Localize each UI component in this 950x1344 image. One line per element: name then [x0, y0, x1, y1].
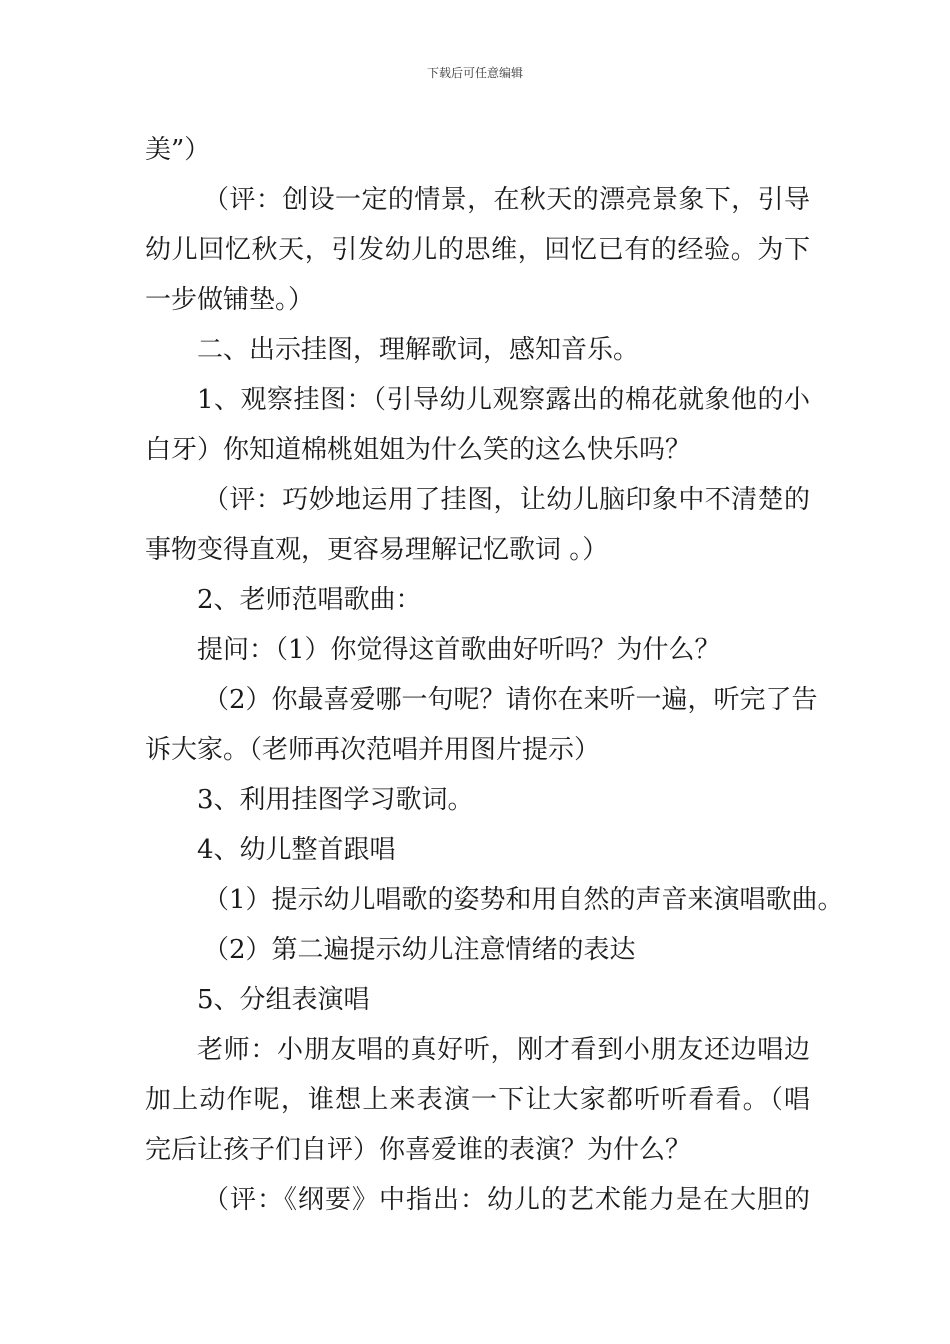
text-line: 2、老师范唱歌曲： [197, 585, 422, 615]
text-line: 加上动作呢，谁想上来表演一下让大家都听听看看。（唱 [145, 1085, 810, 1115]
text-line: 提问：（1）你觉得这首歌曲好听吗？为什么？ [197, 635, 721, 665]
text-line: （1）提示幼儿唱歌的姿势和用自然的声音来演唱歌曲。 [203, 885, 844, 915]
text-line: 幼儿回忆秋天，引发幼儿的思维，回忆已有的经验。为下 [145, 235, 810, 265]
text-line: 4、幼儿整首跟唱 [197, 835, 396, 865]
text-line: 白牙）你知道棉桃姐姐为什么笑的这么快乐吗？ [145, 435, 692, 465]
document-body [145, 125, 844, 1225]
text-line: （2）你最喜爱哪一句呢？请你在来听一遍，听完了告 [203, 685, 818, 715]
page-header: 下载后可任意编辑 [426, 66, 523, 80]
text-line: 1、观察挂图：（引导幼儿观察露出的棉花就象他的小 [197, 385, 810, 415]
text-line: 美”） [145, 135, 211, 165]
text-line: （评：创设一定的情景，在秋天的漂亮景象下，引导 [203, 185, 810, 215]
text-line: 完后让孩子们自评）你喜爱谁的表演？为什么？ [145, 1135, 692, 1165]
text-line: 3、利用挂图学习歌词。 [197, 785, 474, 815]
text-line: 老师：小朋友唱的真好听，刚才看到小朋友还边唱边 [197, 1035, 810, 1065]
text-line: 诉大家。（老师再次范唱并用图片提示） [145, 735, 601, 765]
text-line: （评：巧妙地运用了挂图，让幼儿脑印象中不清楚的 [203, 485, 810, 515]
text-line: 事物变得直观，更容易理解记忆歌词 。） [145, 535, 609, 565]
text-line: 二、出示挂图，理解歌词，感知音乐。 [197, 335, 640, 365]
text-line: （2）第二遍提示幼儿注意情绪的表达 [203, 935, 636, 965]
text-line: 一步做铺垫。） [145, 285, 315, 315]
text-line: 5、分组表演唱 [197, 985, 370, 1015]
text-line: （评：《纲要》中指出：幼儿的艺术能力是在大胆的 [203, 1185, 810, 1215]
